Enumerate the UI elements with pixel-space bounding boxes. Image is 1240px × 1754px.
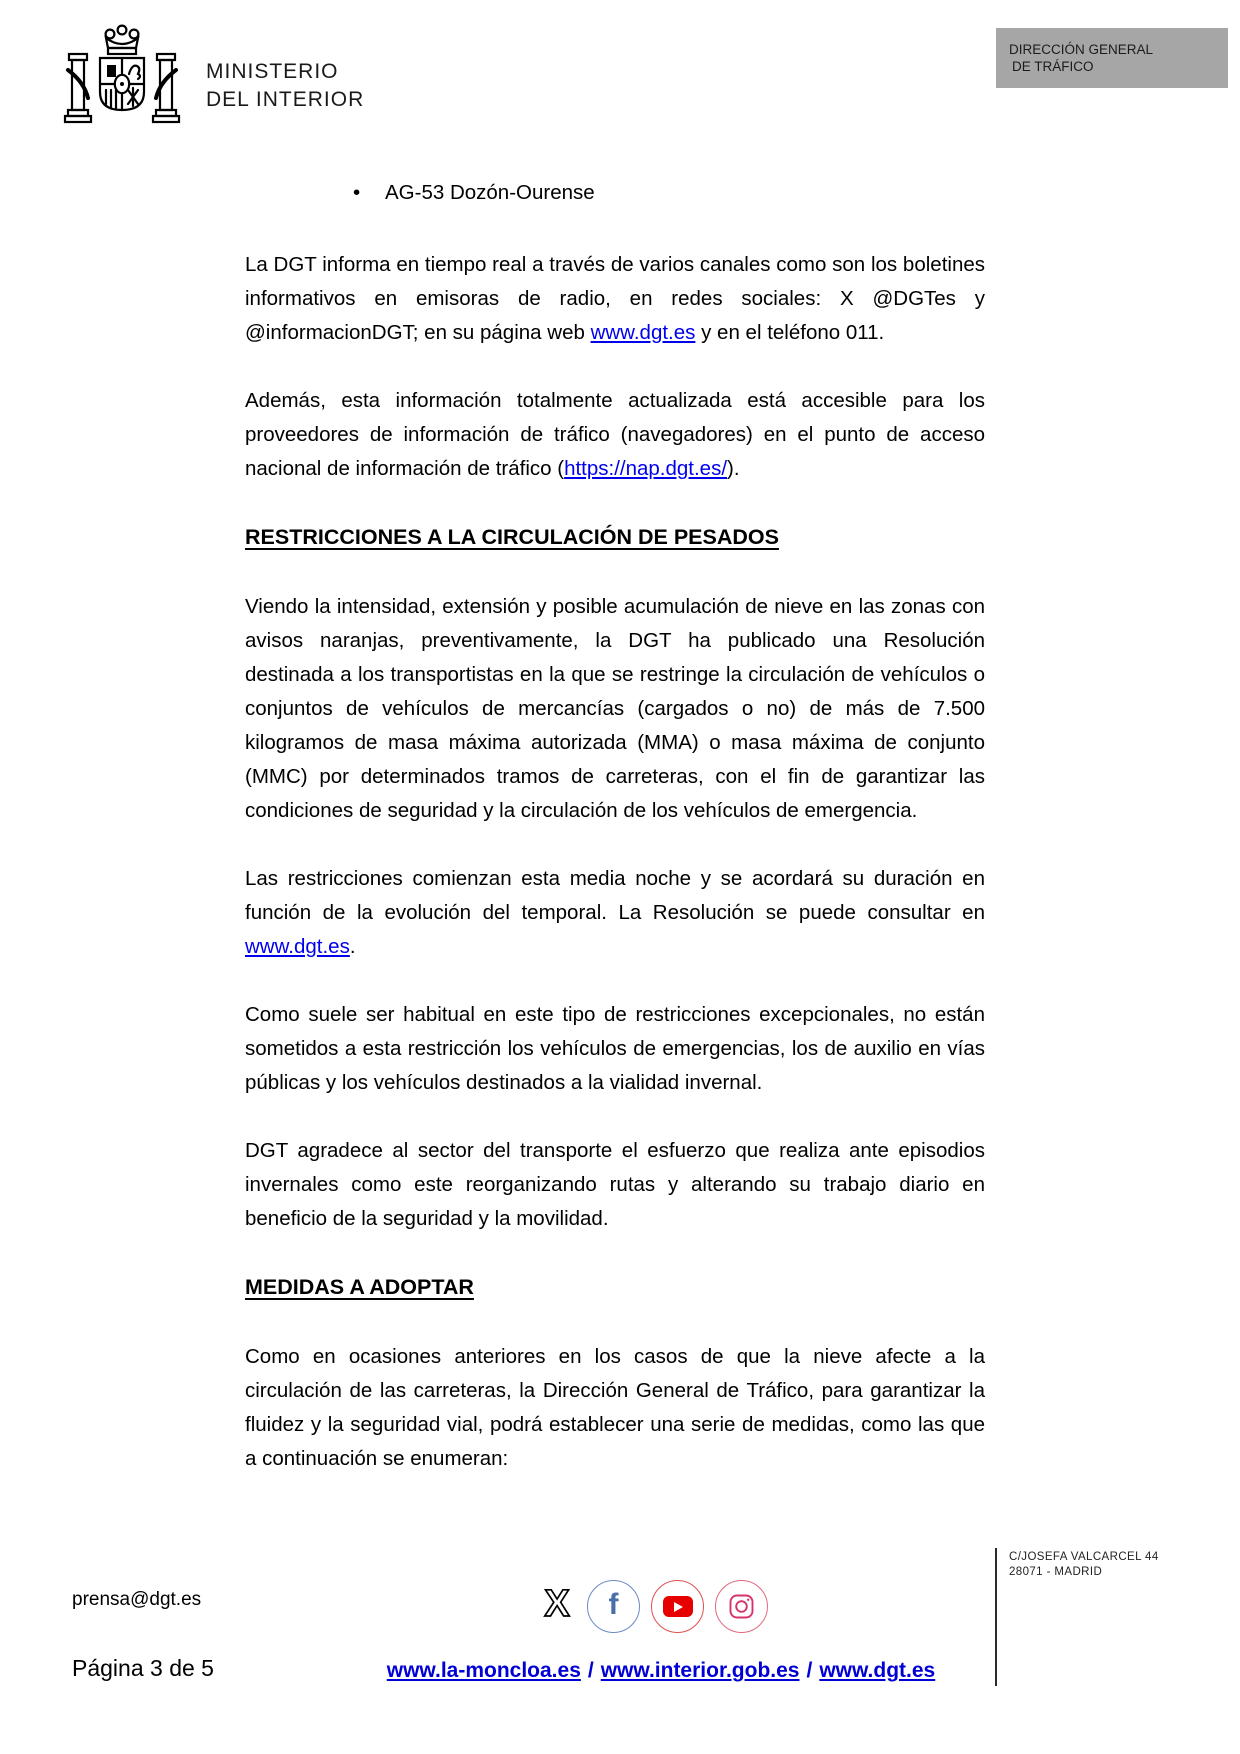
office-address-line1: C/JOSEFA VALCARCEL 44 <box>1009 1551 1159 1563</box>
inline-link[interactable]: https://nap.dgt.es/ <box>564 457 728 480</box>
ministry-name-line2: DEL INTERIOR <box>206 88 365 111</box>
press-email: prensa@dgt.es <box>72 1589 202 1610</box>
office-address <box>1009 1550 1159 1580</box>
paragraph <box>245 1134 985 1236</box>
text-run: y en el teléfono 011. <box>695 321 885 344</box>
text-run: La DGT informa en tiempo real a través de varios canales como son los boletines informativos en emisoras de radio, en redes sociales: X @DGTes y @informacionDGT; en su página web <box>245 253 985 344</box>
youtube-icon[interactable] <box>651 1580 704 1633</box>
text-run: AG-53 Dozón-Ourense <box>385 181 595 204</box>
text-run: Además, esta información totalmente actualizada está accesible para los proveedores de información de tráfico (navegadores) en el punto de acceso nacional de información de tráfico ( <box>245 389 985 480</box>
bullet-item <box>353 176 985 210</box>
text-run: . <box>349 935 356 958</box>
footer-link[interactable]: www.la-moncloa.es <box>386 1659 581 1682</box>
facebook-icon[interactable] <box>587 1580 640 1633</box>
paragraph <box>245 384 985 486</box>
paragraph <box>245 248 985 350</box>
social-icons-row <box>538 1580 768 1633</box>
text-run: Viendo la intensidad, extensión y posible acumulación de nieve en las zonas con avisos naranjas, preventivamente, la DGT ha publicado una Resolución destinada a los transportistas en la que se restringe la circulación de vehículos o conjuntos de vehículos de mercancías (cargados o no) de más de 7.500 kilogramos de masa máxima autorizada (MMA) o masa máxima de conjunto (MMC) por determinados tramos de carreteras, con el fin de garantizar las condiciones de seguridad y la circulación de los vehículos de emergencia. <box>245 595 985 822</box>
paragraph <box>245 590 985 828</box>
text-run: Las restricciones comienzan esta media noche y se acordará su duración en función de la evolución del temporal. La Resolución se puede consultar en <box>245 867 985 924</box>
footer-link-separator: / <box>806 1659 813 1682</box>
inline-link[interactable]: www.dgt.es <box>245 935 350 958</box>
ministry-name <box>206 58 364 114</box>
text-run: Como suele ser habitual en este tipo de restricciones excepcionales, no están sometidos a esta restricción los vehículos de emergencias, los de auxilio en vías públicas y los vehículos destinados a la vialidad invernal. <box>245 1003 985 1094</box>
text-run: RESTRICCIONES A LA CIRCULACIÓN DE PESADOS <box>245 525 779 549</box>
section-heading <box>245 1270 985 1304</box>
office-address-line2: 28071 - MADRID <box>1009 1566 1103 1578</box>
paragraph <box>245 1340 985 1476</box>
agency-box <box>996 28 1228 88</box>
document-body <box>245 176 985 1510</box>
text-run: DGT agradece al sector del transporte el esfuerzo que realiza ante episodios invernales como este reorganizando rutas y alterando su trabajo diario en beneficio de la seguridad y la movilidad. <box>245 1139 985 1230</box>
agency-box-line2: DE TRÁFICO <box>1012 59 1094 74</box>
facebook-f-glyph: f <box>608 1587 619 1621</box>
instagram-icon[interactable] <box>715 1580 768 1633</box>
paragraph <box>245 998 985 1100</box>
footer-link[interactable]: www.dgt.es <box>819 1659 936 1682</box>
footer-link[interactable]: www.interior.gob.es <box>600 1659 800 1682</box>
text-run: ). <box>727 457 740 480</box>
ministry-name-line1: MINISTERIO <box>206 60 339 83</box>
youtube-play-chip <box>663 1596 693 1617</box>
page-number: Página 3 de 5 <box>72 1655 214 1681</box>
inline-link[interactable]: www.dgt.es <box>590 321 696 344</box>
section-heading <box>245 520 985 554</box>
footer-divider-line <box>995 1548 997 1686</box>
agency-box-line1: DIRECCIÓN GENERAL <box>1009 42 1154 57</box>
footer-link-separator: / <box>587 1659 594 1682</box>
bullet-text <box>385 176 595 210</box>
svg-text:X: X <box>544 1584 570 1624</box>
text-run: MEDIDAS A ADOPTAR <box>245 1275 474 1299</box>
bullet-dot: • <box>353 181 361 204</box>
spain-coat-of-arms-logo <box>56 22 188 144</box>
x-twitter-icon[interactable] <box>538 1584 576 1629</box>
paragraph <box>245 862 985 964</box>
footer-links-row <box>280 1659 1042 1683</box>
text-run: Como en ocasiones anteriores en los casos de que la nieve afecte a la circulación de las carreteras, la Dirección General de Tráfico, para garantizar la fluidez y la seguridad vial, podrá establecer una serie de medidas, como las que a continuación se enumeran: <box>245 1345 985 1470</box>
